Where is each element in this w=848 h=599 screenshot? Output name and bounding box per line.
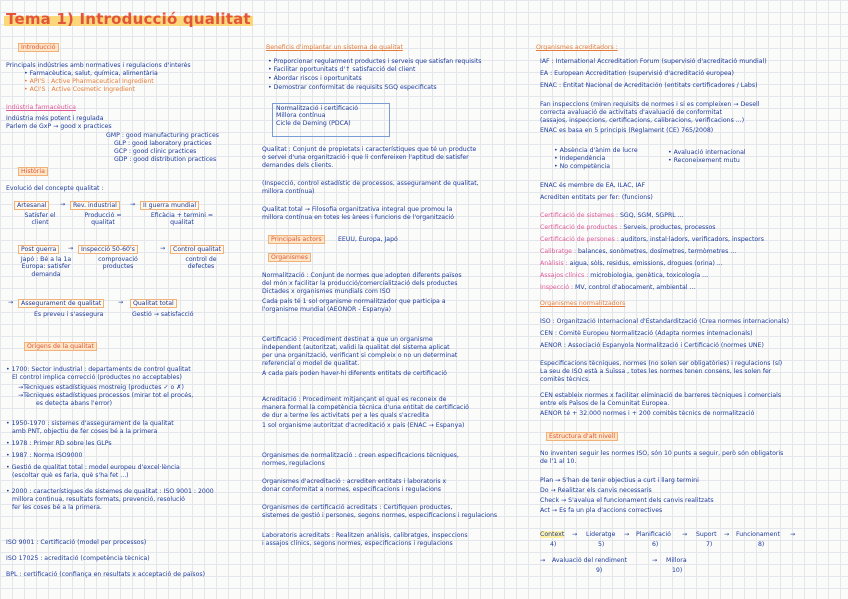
function-row: Calibratge : balances, sonòmetres, dosímetres, termòmetres ... <box>540 248 737 255</box>
quality-line: o servei d'una organització i que li confereixen l'aptitud de satisfer <box>262 154 469 161</box>
flow-box: Inspecció 50-60's <box>78 245 138 254</box>
principle: • No competència <box>554 163 611 170</box>
arrow-icon: → <box>572 531 578 538</box>
origins-line: →Tècniques estadístiques processos (mirar tot el procés, <box>18 392 194 399</box>
history-heading: Història <box>18 168 48 175</box>
principle: • Independència <box>554 155 606 162</box>
origins-line: es detecta abans l'error) <box>36 400 112 407</box>
function-row: Certificació de productes : Serveis, productes, processos <box>540 224 716 231</box>
arrow-icon: → <box>540 557 546 564</box>
normalizer-line: CEN : Comitè Europeu Normalització (Adapta normes internacionals) <box>540 330 753 337</box>
flow-sub: Gestió → satisfacció <box>132 311 194 318</box>
step-operation: Funcionament <box>736 531 780 538</box>
gxp-line: GCP : good clinic practices <box>114 148 197 155</box>
step-number: 6) <box>652 541 659 548</box>
flow-box: Post guerra <box>18 245 59 254</box>
arrow-icon: → <box>682 531 688 538</box>
org-norm-line: Organismes de normalització : creen especificacions tècniques, <box>262 452 459 459</box>
enac-line: ENAC és membre de EA, ILAC, IAF <box>540 182 646 189</box>
quality-line: Qualitat : Conjunt de propietats i característiques que té un producte <box>262 146 477 153</box>
cert-line: Certificació : Procediment destinat a que un organisme <box>262 336 433 343</box>
org-norm-line: normes, regulacions <box>262 460 325 467</box>
step-context: Context <box>540 531 565 538</box>
inspection-line: correcta avaluació de activitats d'avaluació de conformitat <box>540 109 723 116</box>
origins-line: • 1987 : Norma ISO9000 <box>6 452 83 459</box>
actors-value: EEUU, Europa, Japó <box>338 236 398 243</box>
arrow-icon: → <box>130 201 136 208</box>
acr-line: 1 sol organisme autoritzat d'acreditació x país (ENAC → Espanya) <box>262 422 465 429</box>
iso-line: ISO 9001 : Certificació (model per processos) <box>6 539 147 546</box>
origins-line: • Gestió de qualitat total : model europeu d'excel·lència <box>6 464 180 471</box>
function-row: Inspecció : MV, control d'abocament, ambiental ... <box>540 284 696 291</box>
origins-line: amb PNT, objectiu de fer coses bé a la primera <box>12 428 158 435</box>
arrow-icon: → <box>68 245 74 252</box>
normalizer-line: ISO : Organització Internacional d'Estandardització (Crea normes internacionals) <box>540 318 789 325</box>
organisms-heading: Organismes <box>268 254 311 261</box>
arrow-icon: → <box>624 531 630 538</box>
origins-line: • 2000 : característiques de sistemes de qualitat : ISO 9001 : 2000 <box>6 488 214 495</box>
pdca-check: Check → S'avalua el funcionament dels canvis realitzats <box>540 497 714 504</box>
origins-line: →Tècniques estadístiques mostreig (productes ✓ o ✗) <box>18 384 184 391</box>
pdca-act: Act → Es fa un pla d'accions correctives <box>540 507 663 514</box>
function-row: Certificació de persones : auditors, instal·ladors, verificadors, inspectors <box>540 236 764 243</box>
gxp-line: GDP : good distribution practices <box>114 156 217 163</box>
enac-line: Acrediten entitats per fer: (funcions) <box>540 194 653 201</box>
arrow-icon: → <box>118 299 124 306</box>
benefits-heading: Beneficis d'implantar un sistema de qualitat <box>266 44 403 51</box>
quality-line: millora contínua en totes les àrees i funcions de l'organització <box>262 214 454 221</box>
quality-line: demandes dels clients. <box>262 162 334 169</box>
column-left <box>6 0 261 599</box>
quality-line: millora contínua) <box>262 188 315 195</box>
lab-line: i assajos clínics, segons normes, especificacions i regulacions <box>262 540 453 547</box>
function-row: Assajos clínics : microbiologia, genètica, toxicologia ... <box>540 272 709 279</box>
function-row: Certificació de sistemes : SGQ, SGM, SGPRL ... <box>540 212 684 219</box>
spec-line: Especificacions tècniques, normes (no solen ser obligatòries) i regulacions (sí) <box>540 360 783 367</box>
flow-sub: comprovació productes <box>98 256 138 271</box>
page-title: Tema 1) Introducció qualitat <box>6 10 251 28</box>
origins-line: El control implica correcció (productes no acceptables) <box>12 374 182 381</box>
industry-line: Parlem de GxP → good x practices <box>6 123 112 130</box>
normalizer-line: AENOR : Associació Espanyola Normalització i Certificació (normes UNE) <box>540 342 764 349</box>
origins-line: millora continua, resultats formats, prevenció, resolució <box>12 496 185 503</box>
intro-heading: Introducció <box>18 44 59 51</box>
iso-line: BPL : certificació (confiança en resultats x acceptació de països) <box>6 571 206 578</box>
inspection-line: (assajos, inspeccions, certificacions, calibracions, verificacions ...) <box>540 117 745 124</box>
flow-box: Control qualitat <box>170 245 224 254</box>
principle: • Reconeixement mutu <box>668 157 740 164</box>
norm-line: Normalització : Conjunt de normes que adopten diferents països <box>262 272 462 279</box>
cert-line: independent (autoritzat, validi la qualitat del sistema aplicat <box>262 344 450 351</box>
benefits-line: • Abordar riscos i oportunitats <box>268 75 362 82</box>
arrow-icon: → <box>724 531 730 538</box>
pdca-plan: Plan → S'han de tenir objectius a curt i llarg termini <box>540 477 699 484</box>
accreditor-line: ENAC : Entitat Nacional de Acreditación (entitats certificadores / Labs) <box>540 82 758 89</box>
gxp-line: GMP : good manufacturing practices <box>106 132 219 139</box>
inspection-line: Fan inspeccions (miren requisits de normes i si es compleixen → Desell <box>540 101 760 108</box>
cert-line: referencial o model de qualitat. <box>262 360 360 367</box>
step-number: 9) <box>596 567 603 574</box>
actors-heading: Principals actors <box>268 236 325 243</box>
benefits-line: • Demostrar conformitat de requisits SGQ especificats <box>268 84 437 91</box>
origins-line: fer les coses bé a la primera. <box>12 504 102 511</box>
arrow-icon: → <box>8 299 14 306</box>
step-support: Suport <box>696 531 717 538</box>
step-number: 7) <box>706 541 713 548</box>
function-row: Anàlisis : aigua, sòls, residus, emissions, drogues (orina) ... <box>540 260 723 267</box>
step-number: 10) <box>672 567 683 574</box>
acr-line: manera formal la competència tècnica d'una entitat de certificació <box>262 404 469 411</box>
step-number: 5) <box>598 541 605 548</box>
flow-box: Artesanal <box>14 201 49 210</box>
column-right <box>536 0 842 599</box>
origins-line: • 1950-1970 : sistemes d'assegurament de la qualitat <box>6 420 174 427</box>
flow-sub: Producció = qualitat <box>84 212 122 227</box>
inspection-line: ENAC es basa en 5 principis (Reglament (CE) 765/2008) <box>540 127 714 134</box>
origins-line: (escoltar què es faria, què s'ha fet ...) <box>12 472 129 479</box>
structure-line: No inventen seguir les normes ISO, són 10 punts a seguir, però són obligatoris <box>540 450 784 457</box>
step-number: 4) <box>550 541 557 548</box>
origins-heading: Orígens de la qualitat <box>24 343 97 350</box>
flow-sub: Eficàcia + termini = qualitat <box>150 212 214 227</box>
industry-line: Indústria més potent i regulada <box>6 115 104 122</box>
origins-line: • 1700: Sector industrial : departaments de control qualitat <box>6 366 191 373</box>
structure-line: de l'1 al 10. <box>540 458 577 465</box>
norm-line: del món x facilitar la producció/comercialització dels productes <box>262 280 458 287</box>
step-number: 8) <box>758 541 765 548</box>
arrow-icon: → <box>790 531 796 538</box>
org-acr-line: donar conformitat a normes, especificacions i regulacions <box>262 486 442 493</box>
intro-line: • Farmacèutica, salut, química, alimentària <box>24 70 158 77</box>
flow-box: Rev. industrial <box>70 201 120 210</box>
arrow-icon: → <box>60 201 66 208</box>
box-line: Cicle de Deming (PDCA) <box>276 119 351 127</box>
flow-sub: Japó : Bé a la 1a Europa: satisfer demanda <box>20 256 72 278</box>
industry-heading: Indústria farmacèutica <box>6 104 76 111</box>
column-middle <box>262 0 530 599</box>
spec-line: entre els Països de la Comunitat Europea. <box>540 400 670 407</box>
intro-line: Principals indústries amb normatives i regulacions d'interès <box>6 62 191 69</box>
history-line: Evolució del concepte qualitat : <box>6 185 104 192</box>
box-line: Normalització i certificació <box>276 105 359 112</box>
accreditors-heading: Organismes acreditadors : <box>536 44 618 51</box>
norm-line: l'organisme mundial (AEONOR - Espanya) <box>262 306 392 313</box>
intro-line: • ACI'S : Active Cosmetic Ingredient <box>24 86 136 93</box>
quality-line: Qualitat total → Filosofia organitzativa integral que promou la <box>262 206 453 213</box>
spec-line: AENOR té + 32.000 normes i + 200 comitès tècnics de normalització <box>540 410 755 417</box>
acr-line: Acreditació : Procediment mitjançant el qual es reconeix de <box>262 396 447 403</box>
flow-box: Qualitat total <box>130 299 177 308</box>
flow-sub: Satisfer el client <box>24 212 56 227</box>
summary-box <box>272 103 390 137</box>
box-line: Millora contínua <box>276 112 326 120</box>
org-cert-line: Organismes de certificació acreditats : Certifiquen productes, <box>262 504 453 511</box>
accreditor-line: IAF : International Accreditation Forum (supervisió d'acreditació mundial) <box>540 58 767 65</box>
spec-line: comitès tècnics. <box>540 376 591 383</box>
step-improvement: Millora <box>666 557 687 564</box>
arrow-icon: → <box>160 245 166 252</box>
acr-line: de dur a terme les activitats per a les quals s'acredita <box>262 412 430 419</box>
iso-line: ISO 17025 : acreditació (competència tècnica) <box>6 555 150 562</box>
intro-line: • API'S : Active Pharmaceutical Ingredient <box>24 78 154 85</box>
lab-line: Laboratoris acreditats : Realitzen anàlisis, calibratges, inspeccions <box>262 532 468 539</box>
gxp-line: GLP : good laboratory practices <box>114 140 212 147</box>
spec-line: La seu de ISO està a Suïssa , totes les normes tenen consens, les solen fer <box>540 368 772 375</box>
cert-line: per una organització, verificant si compleix o no un determinat <box>262 352 458 359</box>
norm-line: Dictades x organismes mundials com ISO <box>262 288 391 295</box>
cert-line: A cada país poden haver-hi diferents entitats de certificació <box>262 370 447 377</box>
step-evaluation: Avaluació del rendiment <box>552 557 628 564</box>
arrow-icon: → <box>652 557 658 564</box>
structure-heading: Estructura d'alt nivell <box>546 433 618 440</box>
origins-line: • 1978 : Primer RD sobre les GLPs <box>6 440 112 447</box>
step-leadership: Lideratge <box>586 531 616 538</box>
flow-sub: Es preveu i s'assegura <box>34 311 104 318</box>
benefits-line: • Proporcionar regularment productes i serveis que satisfan requisits <box>268 58 482 65</box>
accreditor-line: EA : European Accreditation (supervisió d'acreditació europea) <box>540 70 734 77</box>
pdca-do: Do → Realitzar els canvis necessaris <box>540 487 652 494</box>
benefits-line: • Facilitar oportunitats d'↑ satisfacció del client <box>268 66 416 73</box>
normalizers-heading: Organismes normalitzadors <box>540 300 626 307</box>
principle: • Avaluació internacional <box>668 149 746 156</box>
flow-box: II guerra mundial <box>140 201 199 210</box>
org-acr-line: Organismes d'acreditació : acrediten entitats i laboratoris x <box>262 478 447 485</box>
norm-line: Cada país té 1 sol organisme normalitzador que participa a <box>262 298 446 305</box>
step-planning: Planificació <box>636 531 671 538</box>
principle: • Absència d'ànim de lucre <box>554 147 638 154</box>
spec-line: CEN estableix normes x facilitar eliminació de barreres tècniques i comercials <box>540 392 782 399</box>
flow-sub: control de defectes <box>185 256 217 271</box>
quality-line: (Inspecció, control estadístic de processos, assegurament de qualitat, <box>262 180 479 187</box>
org-cert-line: sistemes de gestió i persones, segons normes, especificacions i regulacions <box>262 512 498 519</box>
flow-box: Assegurament de qualitat <box>18 299 104 308</box>
